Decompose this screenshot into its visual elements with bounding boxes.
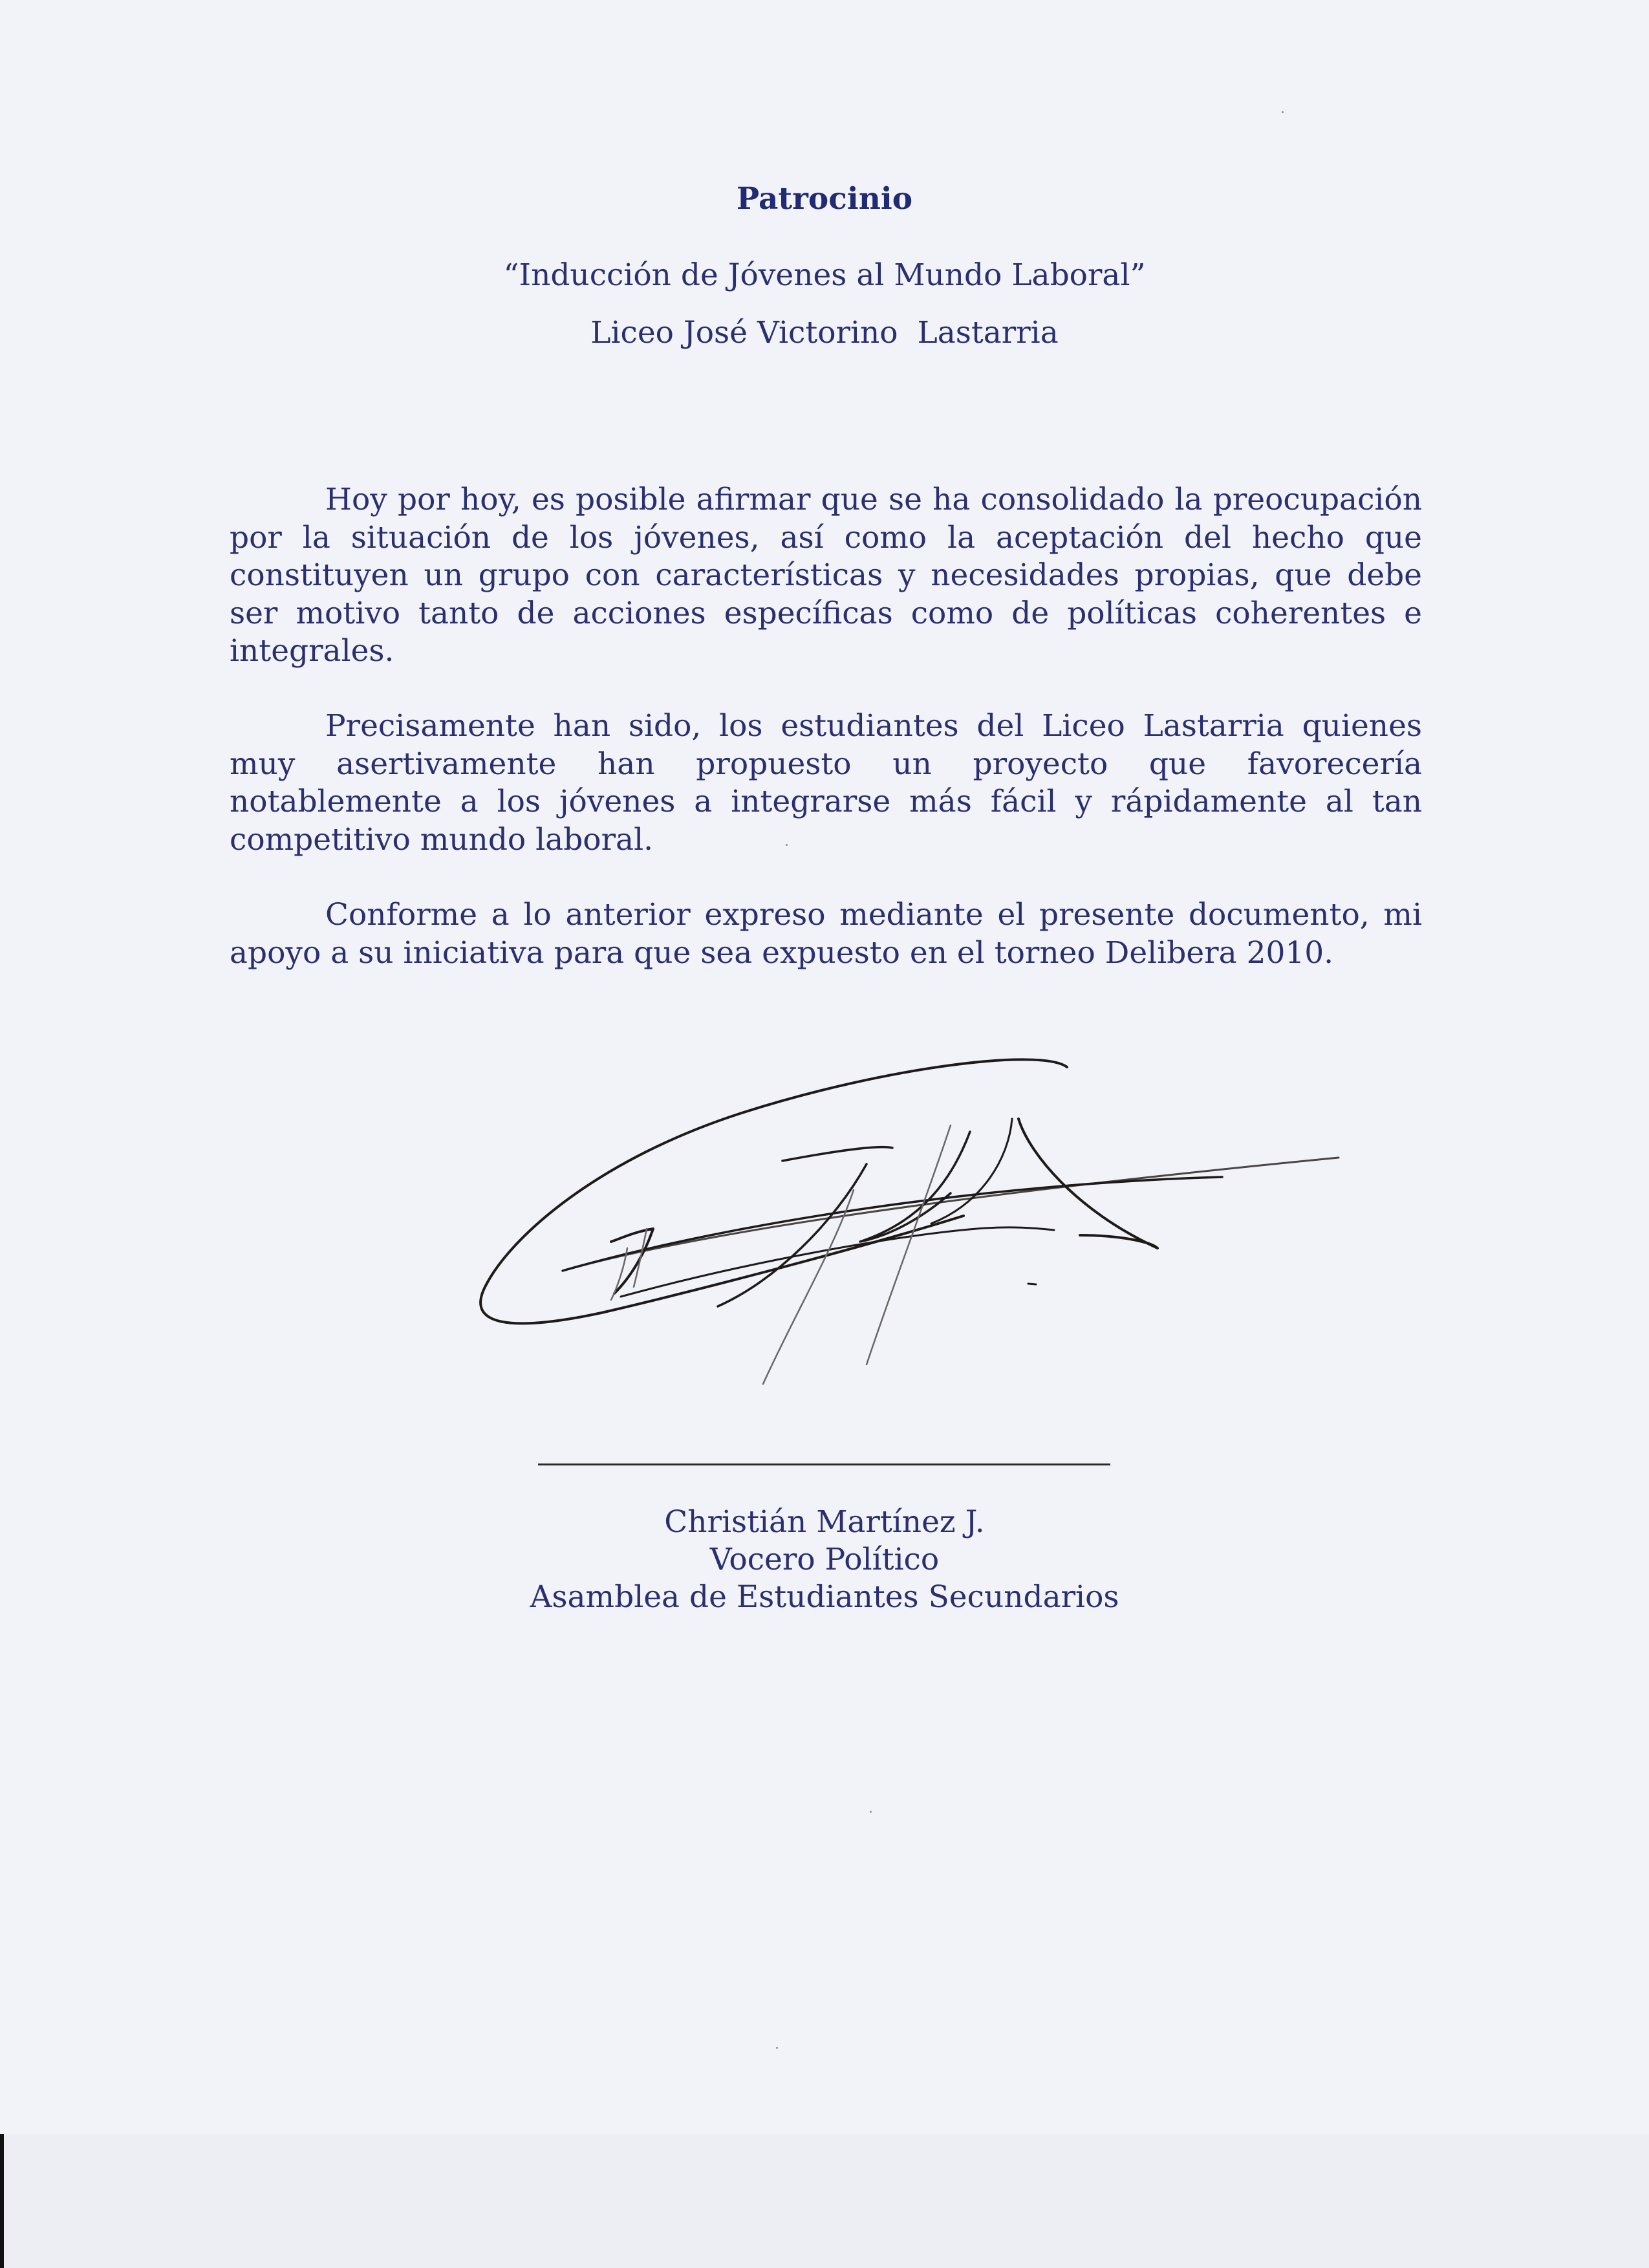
signer-name: Christián Martínez J.	[664, 1504, 985, 1540]
paragraph-2: Precisamente han sido, los estudiantes del Liceo Lastarria quienes muy asertivamente han propuesto un proyecto que favorecería notablemente a los jóvenes a integrarse más fácil y rápidamente al tan competitivo mundo laboral.	[230, 708, 1422, 858]
handwritten-signature	[472, 1054, 1345, 1507]
document-title: Patrocinio	[736, 181, 913, 217]
scan-margin	[0, 2134, 1649, 2268]
scan-speck	[870, 1811, 872, 1813]
scan-edge	[0, 2134, 4, 2268]
signature-line	[538, 1463, 1110, 1465]
paragraph-3: Conforme a lo anterior expreso mediante el presente documento, mi apoyo a su iniciativa para que sea expuesto en el torneo Delibera 2010.	[230, 897, 1422, 971]
scan-speck	[786, 844, 788, 846]
signer-organization: Asamblea de Estudiantes Secundarios	[530, 1579, 1119, 1615]
paragraph-1: Hoy por hoy, es posible afirmar que se ha consolidado la preocupación por la situación de los jóvenes, así como la aceptación del hecho que constituyen un grupo con características y necesidades propias, que debe ser motivo tanto de acciones específicas como de políticas coherentes e integrales.	[230, 482, 1422, 669]
school-name: Liceo José Victorino Lastarria	[590, 315, 1059, 351]
signer-role: Vocero Político	[709, 1542, 940, 1577]
project-name: “Inducción de Jóvenes al Mundo Laboral”	[503, 257, 1146, 293]
scan-speck	[776, 2047, 778, 2049]
scan-speck	[1282, 111, 1284, 113]
